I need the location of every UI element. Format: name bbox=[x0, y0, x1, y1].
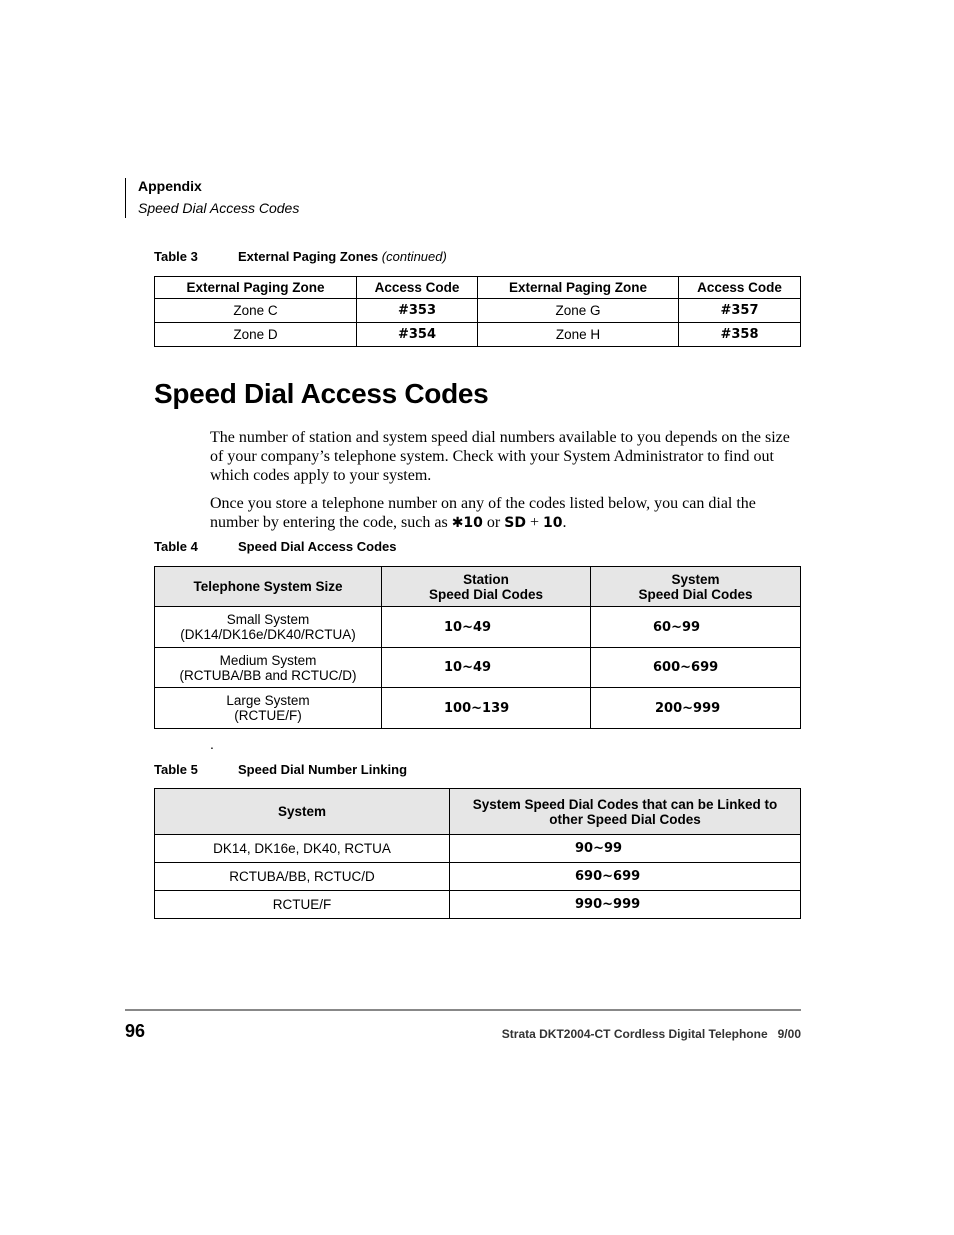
table3-label: Table 3 bbox=[154, 249, 198, 264]
table-header bbox=[155, 567, 382, 607]
table-cell: 100~139 bbox=[382, 688, 591, 729]
system-size-name: Medium System bbox=[219, 652, 317, 668]
table4-caption bbox=[154, 539, 396, 554]
table-cell: Zone H bbox=[478, 323, 679, 347]
header-line: Telephone System Size bbox=[193, 579, 343, 594]
table-row bbox=[155, 835, 801, 863]
table-row bbox=[155, 688, 801, 729]
stray-dot: . bbox=[210, 736, 214, 752]
table-cell bbox=[155, 607, 382, 648]
table-row bbox=[155, 299, 801, 323]
table-row bbox=[155, 323, 801, 347]
code-example-sd: SD bbox=[504, 515, 526, 531]
code-example-star10: ✱10 bbox=[451, 515, 483, 531]
page-heading: Speed Dial Access Codes bbox=[154, 378, 489, 409]
section-subtitle: Speed Dial Access Codes bbox=[138, 200, 300, 216]
table-cell: #353 bbox=[357, 299, 478, 323]
table-cell: Zone D bbox=[155, 323, 357, 347]
table-header: System Speed Dial Codes that can be Linked to other Speed Dial Codes bbox=[450, 789, 801, 835]
table-header bbox=[382, 567, 591, 607]
table-cell: DK14, DK16e, DK40, RCTUA bbox=[155, 835, 450, 863]
code-example-10: 10 bbox=[543, 515, 563, 531]
table-row bbox=[155, 648, 801, 688]
table-header: Access Code bbox=[357, 277, 478, 299]
table4-title: Speed Dial Access Codes bbox=[238, 539, 397, 554]
footer-doc-title: Strata DKT2004-CT Cordless Digital Telephone 9/00 bbox=[501, 1027, 801, 1041]
header-line: Speed Dial Codes bbox=[638, 586, 753, 602]
table3-continued: (continued) bbox=[381, 249, 447, 264]
table-cell: Zone G bbox=[478, 299, 679, 323]
speed-dial-number-linking-table bbox=[154, 788, 801, 919]
table-cell bbox=[155, 688, 382, 729]
table-cell: 10~49 bbox=[382, 607, 591, 648]
instruction-text: Once you store a telephone number on any of the codes listed below, you can dial the number by entering the code, such as bbox=[210, 495, 756, 531]
table-cell: RCTUBA/BB, RCTUC/D bbox=[155, 863, 450, 891]
table-cell: 600~699 bbox=[591, 648, 801, 688]
table-cell: 200~999 bbox=[591, 688, 801, 729]
plus-text: + bbox=[529, 514, 539, 531]
intro-paragraph: The number of station and system speed dial numbers available to you depends on the size of your company’s telephone system. Check with your System Administrator to find out which codes apply to your system. bbox=[210, 429, 790, 484]
table-cell: Zone C bbox=[155, 299, 357, 323]
external-paging-zones-table bbox=[154, 276, 801, 347]
table-cell: #354 bbox=[357, 323, 478, 347]
table-cell: 10~49 bbox=[382, 648, 591, 688]
period-text: . bbox=[562, 514, 567, 531]
table-row bbox=[155, 891, 801, 919]
header-rule bbox=[125, 178, 126, 218]
table-header: External Paging Zone bbox=[155, 277, 357, 299]
table-header: External Paging Zone bbox=[478, 277, 679, 299]
table-header-row bbox=[155, 277, 801, 299]
table-row bbox=[155, 863, 801, 891]
table5-label: Table 5 bbox=[154, 762, 198, 777]
table-cell: 60~99 bbox=[591, 607, 801, 648]
table5-caption bbox=[154, 762, 407, 777]
table5-title: Speed Dial Number Linking bbox=[238, 762, 408, 777]
table-header: System bbox=[155, 789, 450, 835]
table3-caption bbox=[154, 249, 447, 264]
table-header bbox=[591, 567, 801, 607]
section-title: Appendix bbox=[138, 178, 202, 194]
table-row bbox=[155, 607, 801, 648]
or-text: or bbox=[486, 514, 501, 531]
system-size-models: (RCTUBA/BB and RCTUC/D) bbox=[179, 667, 357, 683]
table-cell: #357 bbox=[679, 299, 801, 323]
system-size-name: Large System bbox=[226, 693, 310, 708]
instruction-paragraph bbox=[210, 494, 802, 533]
table3-title: External Paging Zones bbox=[238, 249, 379, 264]
page-number: 96 bbox=[125, 1021, 146, 1041]
table-cell: 990~999 bbox=[450, 891, 801, 919]
table-cell: 90~99 bbox=[450, 835, 801, 863]
table4-label: Table 4 bbox=[154, 539, 198, 554]
table-header-row bbox=[155, 567, 801, 607]
system-size-models: (DK14/DK16e/DK40/RCTUA) bbox=[180, 627, 356, 642]
footer-rule bbox=[125, 1009, 801, 1011]
table-cell: 690~699 bbox=[450, 863, 801, 891]
table-cell: RCTUE/F bbox=[155, 891, 450, 919]
header-line: System bbox=[671, 571, 720, 587]
table-header-row bbox=[155, 789, 801, 835]
system-size-name: Small System bbox=[226, 612, 310, 627]
system-size-models: (RCTUE/F) bbox=[234, 708, 302, 723]
table-header: Access Code bbox=[679, 277, 801, 299]
speed-dial-access-codes-table bbox=[154, 566, 801, 729]
table-cell: #358 bbox=[679, 323, 801, 347]
header-line: Station bbox=[463, 571, 509, 587]
header-line: Speed Dial Codes bbox=[428, 586, 544, 602]
table-cell bbox=[155, 648, 382, 688]
